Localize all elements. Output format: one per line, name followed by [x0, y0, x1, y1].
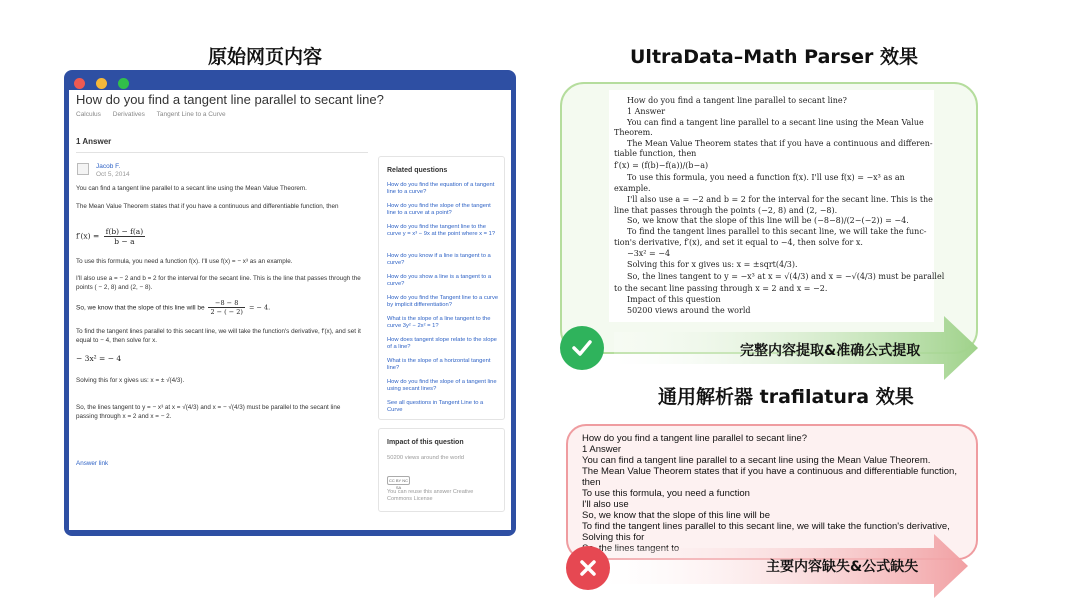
output-line: tiable function, then: [614, 149, 697, 158]
formula-equation: − 3x² = − 4: [76, 354, 122, 363]
slope-denominator: 2 − ( − 2): [210, 308, 243, 316]
heading-original: 原始网页内容: [208, 46, 323, 68]
heading-ultradata: UltraData–Math Parser 效果: [630, 46, 918, 68]
trafilatura-line: How do you find a tangent line parallel to secant line?: [582, 433, 807, 444]
related-link[interactable]: How do you find the tangent line to the curve y = x³ − 9x at the point where x = 1?: [387, 224, 496, 238]
output-line: You can find a tangent line parallel to a secant line using the Mean Value: [627, 118, 924, 127]
related-title: Related questions: [387, 167, 448, 174]
trafilatura-line: The Mean Value Theorem states that if you have a continuous and differentiable function,: [582, 466, 957, 477]
related-link[interactable]: What is the slope of a line tangent to the curve 3y² − 2x² = 1?: [387, 316, 491, 330]
formula-mvt: [76, 227, 147, 246]
answer-paragraph-6: To find the tangent lines parallel to this secant line, we will take the function's derivative, f′(x), and set it equal to − 4, then solve for x.: [76, 328, 361, 344]
see-all-link[interactable]: See all questions in Tangent Line to a Curve: [387, 400, 484, 414]
output-line: Solving this for x gives us: x = ±sqrt(4/3).: [627, 260, 798, 269]
breadcrumb: [76, 111, 236, 118]
formula-fraction: [104, 227, 146, 246]
trafilatura-line: Solving this for: [582, 532, 645, 543]
question-title: How do you find a tangent line parallel to secant line?: [76, 92, 384, 107]
formula-denominator: b − a: [114, 237, 135, 246]
related-link[interactable]: How do you find the Tangent line to a curve by implicit differentiation?: [387, 295, 499, 309]
output-line: to the secant line passing through x = 2 and x = −2.: [614, 284, 828, 293]
trafilatura-line: I'll also use: [582, 499, 629, 510]
cross-icon: [566, 546, 610, 590]
related-link[interactable]: How do you know if a line is tangent to a curve?: [387, 253, 491, 267]
ultradata-output: [609, 90, 945, 322]
answer-paragraph-8: So, the lines tangent to y = − x³ at x = √(4/3) and x = − √(4/3) must be parallel to the secant line passing through x = 2 and x = − 2.: [76, 404, 341, 420]
answer-date: Oct 5, 2014: [96, 171, 130, 178]
close-dot-icon[interactable]: [74, 78, 85, 89]
output-line: So, we know that the slope of this line will be (−8−8)/(2−(−2)) = −4.: [627, 216, 909, 225]
success-label: 完整内容提取&准确公式提取: [740, 343, 921, 359]
formula-lhs: f′(x) =: [76, 231, 102, 241]
impact-title: Impact of this question: [387, 439, 464, 446]
answer-paragraph-1: You can find a tangent line parallel to a secant line using the Mean Value Theorem.: [76, 185, 307, 192]
answer-link[interactable]: Answer link: [76, 460, 109, 467]
output-line: tion's derivative, f′(x), and set it equal to −4, then solve for x.: [614, 238, 863, 247]
output-line: The Mean Value Theorem states that if you have a continuous and differen-: [627, 139, 933, 148]
slope-text: So, we know that the slope of this line will be: [76, 304, 207, 312]
avatar[interactable]: [77, 163, 89, 175]
slope-fraction: [208, 299, 245, 316]
output-line: To find the tangent lines parallel to this secant line, we will take the func-: [627, 227, 927, 236]
related-link[interactable]: How do you find the slope of the tangent line to a curve at a point?: [387, 203, 491, 217]
output-formula: f′(x) = (f(b)−f(a))/(b−a): [614, 161, 709, 170]
impact-panel: [378, 428, 505, 512]
output-line: Impact of this question: [627, 295, 721, 304]
check-icon: [560, 326, 604, 370]
heading-trafilatura: 通用解析器 trafilatura 效果: [658, 386, 914, 408]
related-link[interactable]: How do you find the slope of a tangent line using secant lines?: [387, 379, 497, 393]
cc-license-badge[interactable]: CC BY NC SA: [388, 478, 409, 490]
author-link[interactable]: Jacob F.: [96, 163, 121, 170]
webpage: [69, 90, 511, 530]
breadcrumb-tangent-line[interactable]: Tangent Line to a Curve: [156, 111, 226, 118]
trafilatura-line: To use this formula, you need a function: [582, 488, 750, 499]
formula-numerator: f(b) − f(a): [105, 227, 144, 236]
breadcrumb-calculus[interactable]: Calculus: [76, 111, 101, 118]
output-line: I'll also use a = −2 and b = 2 for the interval for the secant line. This is the: [627, 195, 933, 204]
output-line: To use this formula, you need a function f(x). I'll use f(x) = −x³ as an: [627, 173, 905, 182]
related-questions-panel: [378, 156, 505, 420]
answer-count: 1 Answer: [76, 137, 112, 146]
trafilatura-line: So, we know that the slope of this line will be: [582, 510, 770, 521]
related-link[interactable]: How do you show a line is a tangent to a curve?: [387, 274, 492, 288]
output-line: example.: [614, 184, 651, 193]
answer-paragraph-3: To use this formula, you need a function f(x). I'll use f(x) = − x³ as an example.: [76, 258, 293, 265]
related-link[interactable]: How do you find the equation of a tangent line to a curve?: [387, 182, 495, 196]
trafilatura-line: then: [582, 477, 601, 488]
trafilatura-line: To find the tangent lines parallel to this secant line, we will take the function's derivative,: [582, 521, 950, 532]
output-formula: −3x² = −4: [627, 249, 671, 258]
breadcrumb-derivatives[interactable]: Derivatives: [112, 111, 145, 118]
output-line: 1 Answer: [627, 107, 666, 116]
answer-paragraph-7: Solving this for x gives us: x = ± √(4/3).: [76, 377, 185, 384]
slope-line: [76, 299, 270, 316]
slope-numerator: −8 − 8: [208, 299, 245, 308]
slope-result: = − 4.: [246, 303, 271, 312]
trafilatura-line: 1 Answer: [582, 444, 622, 455]
output-line: Theorem.: [614, 128, 653, 137]
output-line: 50200 views around the world: [627, 306, 751, 315]
minimize-dot-icon[interactable]: [96, 78, 107, 89]
maximize-dot-icon[interactable]: [118, 78, 129, 89]
answer-paragraph-2: The Mean Value Theorem states that if you have a continuous and differentiable function, then: [76, 203, 339, 210]
failure-label: 主要内容缺失&公式缺失: [766, 559, 919, 575]
output-line: So, the lines tangent to y = −x³ at x = √(4/3) and x = −√(4/3) must be parallel: [627, 272, 945, 281]
related-link[interactable]: How does tangent slope relate to the slope of a line?: [387, 337, 497, 351]
browser-window: [64, 70, 516, 536]
output-line: How do you find a tangent line parallel to secant line?: [627, 96, 847, 105]
impact-views: 50200 views around the world: [387, 455, 465, 461]
reuse-note: You can reuse this answer Creative Commons License: [387, 489, 474, 502]
answer-paragraph-4: I'll also use a = − 2 and b = 2 for the interval for the secant line. This is the line that passes through the points ( − 2, 8) and (2, − 8).: [76, 275, 361, 291]
trafilatura-line: You can find a tangent line parallel to a secant line using the Mean Value Theorem.: [582, 455, 931, 466]
divider: [76, 152, 368, 153]
related-link[interactable]: What is the slope of a horizontal tangent line?: [387, 358, 491, 372]
output-line: line that passes through the points (−2, 8) and (2, −8).: [614, 206, 838, 215]
